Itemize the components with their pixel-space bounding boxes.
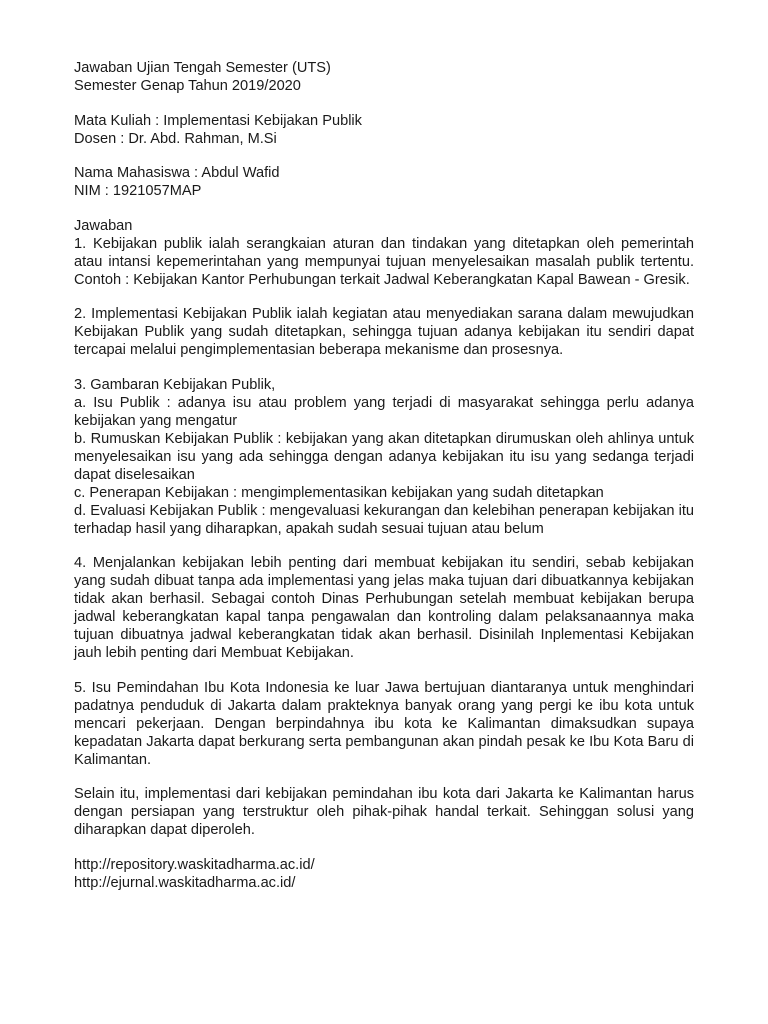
exam-title: Jawaban Ujian Tengah Semester (UTS) <box>74 60 331 76</box>
answer-3-item-c: c. Penerapan Kebijakan : mengimplementasikan kebijakan yang sudah ditetapkan <box>74 484 604 501</box>
reference-link[interactable]: http://repository.waskitadharma.ac.id/ <box>74 856 315 873</box>
answer-4: 4. Menjalankan kebijakan lebih penting dari membuat kebijakan itu sendiri, sebab kebijakan yang sudah dibuat tanpa ada implementasi yang jelas maka tujuan dari dibuatkannya kebijakan tidak akan berhasil. Sebagai contoh Dinas Perhubungan setelah membuat kebijakan berupa jadwal keberangkatan kapal tanpa pengawalan dan kontroling dalam pelaksanaannya maka tujuan dibuatnya jadwal keberangkatan tidak akan berhasil. Disinilah Inplementasi Kebijakan jauh lebih penting dari Membuat Kebijakan. <box>74 555 694 661</box>
spacer <box>74 538 694 555</box>
answer-5: 5. Isu Pemindahan Ibu Kota Indonesia ke luar Jawa bertujuan diantaranya untuk menghindari padatnya penduduk di Jakarta dalam prakteknya banyak orang yang pergi ke ibu kota untuk mencari pekerjaan. Dengan berpindahnya ibu kota ke Kalimantan dimaksudkan supaya kepadatan Jakarta dapat berkurang serta pembangunan akan pindah pesak ke Ibu Kota Baru di Kalimantan. <box>74 679 694 768</box>
answer-3-heading: 3. Gambaran Kebijakan Publik, <box>74 376 276 393</box>
answers-section <box>74 217 694 856</box>
student-id-line: NIM : 1921057MAP <box>74 183 202 199</box>
answer-1: 1. Kebijakan publik ialah serangkaian aturan dan tindakan yang ditetapkan oleh pemerintah atau intansi kepemerintahan yang mempunyai tujuan menyelesaikan masalah publik tertentu. Contoh : Kebijakan Kantor Perhubungan terkait Jadwal Keberangkatan Kapal Bawean - Gresik. <box>74 235 694 288</box>
spacer <box>74 769 694 786</box>
lecturer-line: Dosen : Dr. Abd. Rahman, M.Si <box>74 130 277 147</box>
spacer <box>74 289 694 306</box>
spacer <box>74 359 694 376</box>
semester-line: Semester Genap Tahun 2019/2020 <box>74 78 301 94</box>
spacer <box>74 200 694 217</box>
course-line: Mata Kuliah : Implementasi Kebijakan Publik <box>74 112 362 129</box>
answer-5-continued: Selain itu, implementasi dari kebijakan pemindahan ibu kota dari Jakarta ke Kalimantan harus dengan persiapan yang terstruktur oleh pihak-pihak handal terkait. Sehinggan solusi yang diharapkan dapat diperoleh. <box>74 786 694 838</box>
spacer <box>74 95 694 112</box>
exam-header <box>74 59 694 217</box>
student-name-line: Nama Mahasiswa : Abdul Wafid <box>74 165 280 181</box>
answer-3-item-a: a. Isu Publik : adanya isu atau problem yang terjadi di masyarakat sehingga perlu adanya kebijakan yang mengatur <box>74 394 694 429</box>
answers-heading: Jawaban <box>74 217 133 234</box>
spacer <box>74 148 694 165</box>
spacer <box>74 662 694 679</box>
answer-2: 2. Implementasi Kebijakan Publik ialah kegiatan atau menyediakan sarana dalam mewujudkan Kebijakan Publik yang sudah ditetapkan, sehingga tujuan adanya kebijakan itu sendiri dapat tercapai melalui pengimplementasian beberapa mekanisme dan prosesnya. <box>74 306 694 358</box>
answer-3-item-d: d. Evaluasi Kebijakan Publik : mengevaluasi kekurangan dan kelebihan penerapan kebijakan itu terhadap hasil yang diharapkan, apakah sudah sesuai tujuan atau belum <box>74 502 694 537</box>
answer-3-item-b: b. Rumuskan Kebijakan Publik : kebijakan yang akan ditetapkan dirumuskan oleh ahlinya untuk menyelesaikan isu yang ada sehingga dengan adanya kebijakan itu isu yang sedanga terjadi dapat diselesaikan <box>74 430 694 483</box>
reference-link[interactable]: http://ejurnal.waskitadharma.ac.id/ <box>74 874 296 891</box>
document-page <box>74 59 694 892</box>
references-section <box>74 856 694 892</box>
spacer <box>74 839 694 856</box>
